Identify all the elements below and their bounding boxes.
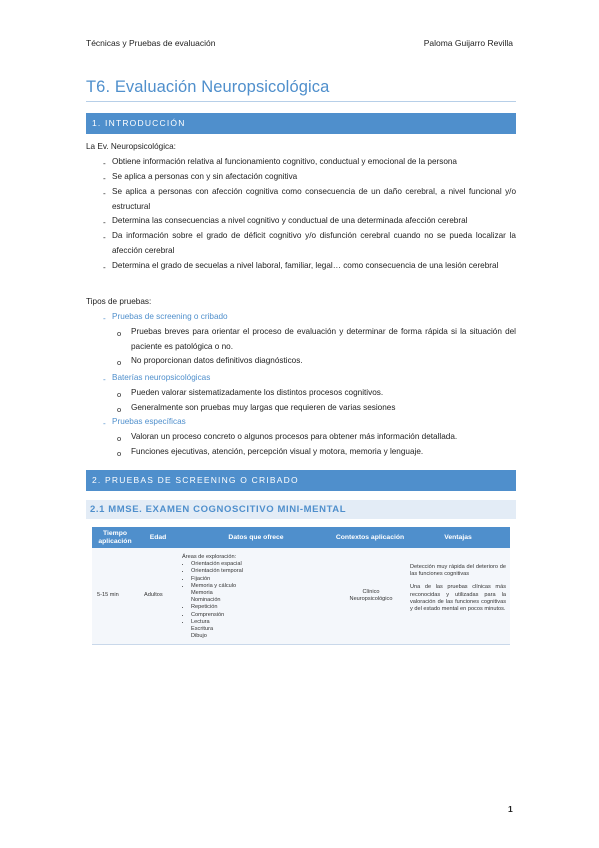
sub-bullet-circle: o (117, 390, 122, 399)
ventaja-1: Detección muy rápida del deterioro de las funciones cognitivas (410, 564, 506, 578)
table-header-contextos: Contextos aplicación (334, 527, 406, 548)
page-header (86, 38, 513, 50)
datos-item: Escritura (191, 626, 214, 633)
datos-item: Dibujo (191, 633, 207, 640)
datos-item: • Lectura (191, 619, 332, 626)
header-course: Técnicas y Pruebas de evaluación (86, 38, 216, 48)
intro-bullet: Se aplica a personas con afección cognitiva como consecuencia de un daño cerebral, a nivel funcional y/o estructural (112, 187, 516, 211)
page-number: 1 (508, 804, 513, 814)
cell-datos (182, 554, 332, 640)
contexto-neuro: Neuropsicológico (349, 596, 393, 603)
datos-item: • Orientación temporal (191, 568, 332, 575)
datos-item: • Fijación (191, 576, 332, 583)
sub-bullet-circle: o (117, 449, 122, 458)
datos-list (182, 561, 332, 640)
datos-item: • Orientación espacial (191, 561, 332, 568)
intro-bullet: Determina las consecuencias a nivel cognitivo y conductual de una determinada afección cerebral (112, 216, 468, 225)
type-item: No proporcionan datos definitivos diagnósticos. (131, 356, 303, 365)
cell-tiempo: 5-15 min (97, 592, 119, 598)
table-row (92, 548, 510, 645)
sub-bullet-circle: o (117, 405, 122, 414)
type-name: Baterías neuropsicológicas (112, 373, 211, 382)
cell-ventajas (410, 564, 506, 613)
type-item: Generalmente son pruebas muy largas que requieren de varias sesiones (131, 403, 396, 412)
bullet-dash: - (103, 233, 106, 242)
header-author: Paloma Guijarro Revilla (423, 38, 513, 48)
type-dash: - (103, 314, 106, 323)
contexto-clinico: Clínico (362, 589, 380, 595)
type-item: Pueden valorar sistematizadamente los distintos procesos cognitivos. (131, 388, 384, 397)
intro-bullet: Da información sobre el grado de déficit cognitivo y/o disfunción cerebral cuando no se pueda localizar la afección cerebral (112, 231, 516, 255)
intro-lead: La Ev. Neuropsicológica: (86, 142, 176, 151)
table-header-datos: Datos que ofrece (178, 527, 334, 548)
mmse-table (92, 527, 510, 644)
intro-bullet: Se aplica a personas con y sin afectación cognitiva (112, 172, 298, 181)
type-name: Pruebas de screening o cribado (112, 312, 228, 321)
cell-contextos (336, 589, 406, 603)
datos-title: Áreas de exploración: (182, 554, 237, 560)
cell-edad: Adultos (144, 592, 163, 598)
type-item: Valoran un proceso concreto o algunos procesos para obtener más información detallada. (131, 432, 458, 441)
document-title: T6. Evaluación Neuropsicológica (86, 78, 330, 96)
bullet-dash: - (103, 174, 106, 183)
intro-bullet: Obtiene información relativa al funcionamiento cognitivo, conductual y emocional de la persona (112, 157, 457, 166)
type-name: Pruebas específicas (112, 417, 186, 426)
sub-bullet-circle: o (117, 329, 122, 338)
intro-bullet: Determina el grado de secuelas a nivel laboral, familiar, legal… como consecuencia de una lesión cerebral (112, 261, 499, 270)
table-header-tiempo: Tiempo aplicación (92, 527, 138, 548)
datos-item: • Comprensión (191, 612, 332, 619)
title-underline (86, 101, 516, 102)
type-dash: - (103, 375, 106, 384)
type-dash: - (103, 419, 106, 428)
type-item: Pruebas breves para orientar el proceso de evaluación y determinar de forma rápida si la situación del paciente es patológica o no. (131, 327, 516, 351)
table-header-ventajas: Ventajas (406, 527, 510, 548)
bullet-dash: - (103, 218, 106, 227)
types-label: Tipos de pruebas: (86, 297, 152, 306)
bullet-dash: - (103, 263, 106, 272)
datos-item: Memoria (191, 590, 213, 597)
section-heading-screening: 2. PRUEBAS DE SCREENING O CRIBADO (86, 470, 516, 491)
bullet-dash: - (103, 159, 106, 168)
table-header-edad: Edad (138, 527, 178, 548)
section-heading-introduccion: 1. INTRODUCCIÓN (86, 113, 516, 134)
sub-bullet-circle: o (117, 358, 122, 367)
datos-item: • Memoria y cálculo (191, 583, 332, 590)
datos-item: Nominación (191, 597, 221, 604)
sub-bullet-circle: o (117, 434, 122, 443)
subsection-heading-mmse: 2.1 MMSE. EXAMEN COGNOSCITIVO MINI-MENTAL (86, 500, 516, 519)
datos-item: • Repetición (191, 604, 332, 611)
type-item: Funciones ejecutivas, atención, percepción visual y motora, memoria y lenguaje. (131, 447, 424, 456)
ventaja-2: Una de las pruebas clínicas más reconocidas y utilizadas para la valoración de las funciones cognitivas y del estado mental en pocos minutos. (410, 584, 506, 613)
bullet-dash: - (103, 189, 106, 198)
